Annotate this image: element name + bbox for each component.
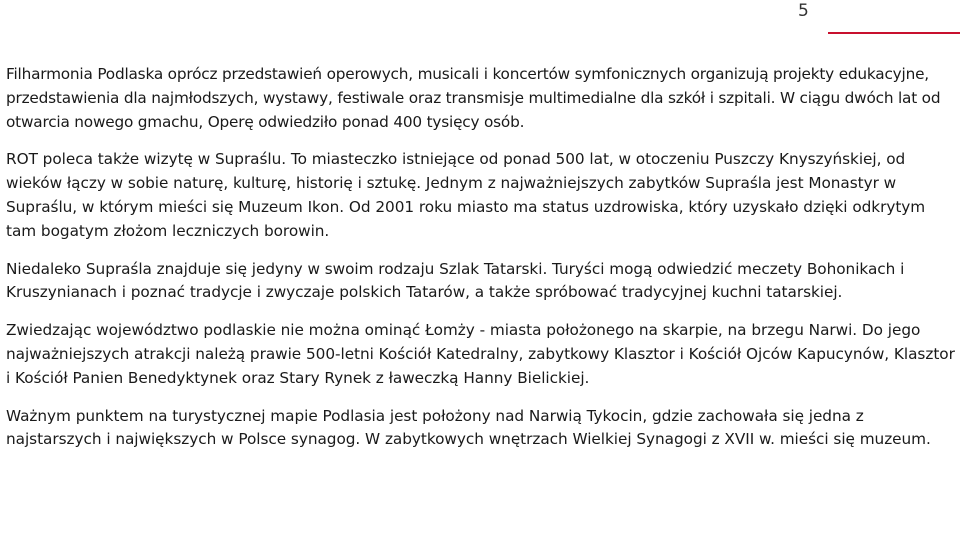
paragraph-suprasl: ROT poleca także wizytę w Supraślu. To miasteczko istniejące od ponad 500 lat, w otoczeniu Puszczy Knyszyńskiej, od wieków łączy w sobie naturę, kulturę, historię i sztukę. Jednym z najważniejszych zabytków Supraśla jest Monastyr w Supraślu, w którym mieści się Muzeum Ikon. Od 2001 roku miasto ma status uzdrowiska, który uzyskało dzięki odkrytym tam bogatym złożom leczniczych borowin. <box>6 150 926 240</box>
paragraph-lomza: Zwiedzając województwo podlaskie nie można ominąć Łomży - miasta położonego na skarpie, na brzegu Narwi. Do jego najważniejszych atrakcji należą prawie 500-letni Kościół Katedralny, zabytkowy Klasztor i Kościół Ojców Kapucynów, Klasztor i Kościół Panien Benedyktynek oraz Stary Rynek z ławeczką Hanny Bielickiej. <box>6 321 955 387</box>
paragraph-filharmonia: Filharmonia Podlaska oprócz przedstawień operowych, musicali i koncertów symfonicznych organizują projekty edukacyjne, przedstawienia dla najmłodszych, wystawy, festiwale oraz transmisje multimedialne dla szkół i szpitali. W ciągu dwóch lat od otwarcia nowego gmachu, Operę odwiedziło ponad 400 tysięcy osób. <box>6 65 941 131</box>
paragraph-szlak-tatarski: Niedaleko Supraśla znajduje się jedyny w swoim rodzaju Szlak Tatarski. Turyści mogą odwiedzić meczety Bohonikach i Kruszynianach i poznać tradycje i zwyczaje polskich Tatarów, a także spróbować tradycyjnej kuchni tatarskiej. <box>6 259 905 302</box>
document-body <box>6 63 956 466</box>
header-divider <box>828 32 960 34</box>
paragraph-tykocin: Ważnym punktem na turystycznej mapie Podlasia jest położony nad Narwią Tykocin, gdzie zachowała się jedna z najstarszych i największych w Polsce synagog. W zabytkowych wnętrzach Wielkiej Synagogi z XVII w. mieści się muzeum. <box>6 406 931 449</box>
page-header <box>0 0 960 34</box>
page-number: 5 <box>798 1 809 21</box>
